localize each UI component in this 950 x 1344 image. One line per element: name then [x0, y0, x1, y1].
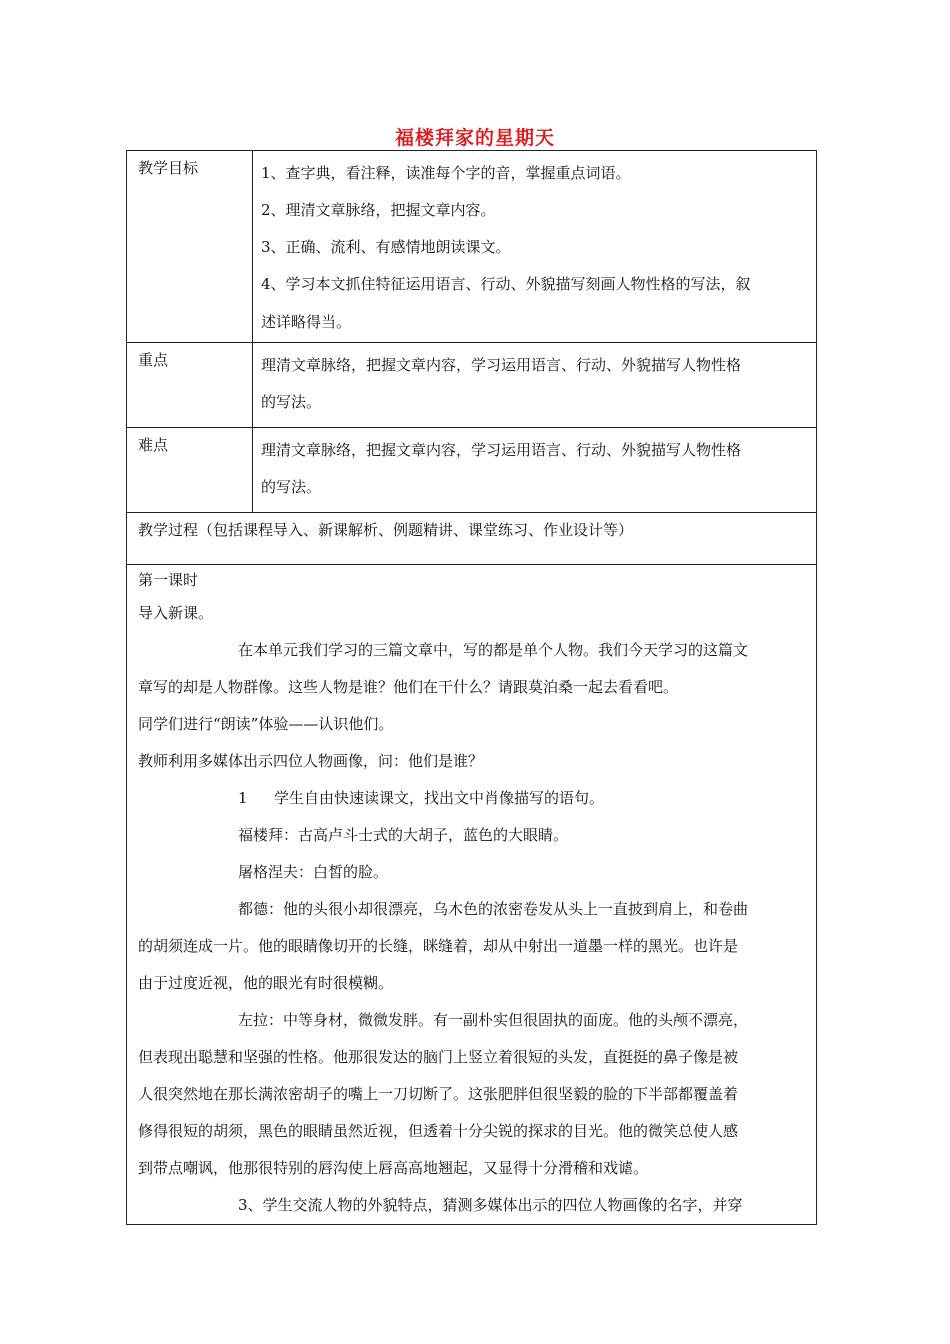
goal-item: 述详略得当。: [261, 313, 352, 331]
lesson-plan-table: [126, 150, 817, 1225]
portrait-zola-line: 到带点嘲讽，他那很特别的唇沟使上唇高高地翘起，又显得十分滑稽和戏谑。: [138, 1159, 649, 1177]
goal-item: 2、理清文章脉络，把握文章内容。: [261, 201, 496, 219]
portrait-daudet-line: 的胡须连成一片。他的眼睛像切开的长缝，眯缝着，却从中射出一道墨一样的黑光。也许是: [138, 937, 739, 955]
key-point-content: [253, 343, 817, 428]
portrait-turgenev: 屠格涅夫：白皙的脸。: [238, 863, 389, 881]
intro-paragraph-line: 在本单元我们学习的三篇文章中，写的都是单个人物。我们今天学习的这篇文: [238, 641, 749, 659]
key-point-row: [127, 343, 817, 428]
step-one-number: 1: [238, 789, 248, 807]
portrait-zola-line: 左拉：中等身材，微微发胖。有一副朴实但很固执的面庞。他的头颅不漂亮，: [238, 1011, 749, 1029]
portrait-flaubert: 福楼拜：古高卢斗士式的大胡子，蓝色的大眼睛。: [238, 826, 569, 844]
difficulty-row: [127, 428, 817, 513]
process-label: 教学过程（包括课程导入、新课解析、例题精讲、课堂练习、作业设计等）: [127, 513, 817, 565]
portrait-zola-line: 但表现出聪慧和坚强的性格。他那很发达的脑门上竖立着很短的头发，直挺挺的鼻子像是被: [138, 1048, 739, 1066]
step-one: [138, 780, 810, 817]
goals-content: [253, 151, 817, 343]
step-one-text: 学生自由快速读课文，找出文中肖像描写的语句。: [274, 789, 605, 807]
portrait-daudet-line: 都德：他的头很小却很漂亮，乌木色的浓密卷发从头上一直披到肩上，和卷曲: [238, 900, 749, 918]
document-title: 福楼拜家的星期天: [394, 127, 555, 149]
difficulty-line: 的写法。: [261, 478, 322, 496]
lesson-period: 第一课时: [138, 571, 199, 589]
difficulty-line: 理清文章脉络，把握文章内容，学习运用语言、行动、外貌描写人物性格: [261, 441, 742, 459]
process-row: [127, 513, 817, 565]
portrait-zola-line: 人很突然地在那长满浓密胡子的嘴上一刀切断了。这张肥胖但很坚毅的脸的下半部都覆盖着: [138, 1085, 739, 1103]
goal-item: 4、学习本文抓住特征运用语言、行动、外貌描写刻画人物性格的写法，叙: [261, 275, 751, 293]
portrait-daudet-line: 由于过度近视，他的眼光有时很模糊。: [138, 974, 394, 992]
key-point-line: 的写法。: [261, 393, 322, 411]
key-point-label: 重点: [127, 343, 253, 428]
goal-item: 3、正确、流利、有感情地朗读课文。: [261, 238, 511, 256]
difficulty-content: [253, 428, 817, 513]
portrait-zola-line: 修得很短的胡须，黑色的眼睛虽然近视，但透着十分尖锐的探求的目光。他的微笑总使人感: [138, 1122, 739, 1140]
media-question: 教师利用多媒体出示四位人物画像，问：他们是谁？: [138, 752, 484, 770]
difficulty-label: 难点: [127, 428, 253, 513]
lesson-row: [127, 565, 817, 1225]
intro-paragraph-line: 章写的却是人物群像。这些人物是谁？他们在干什么？请跟莫泊桑一起去看看吧。: [138, 678, 679, 696]
lesson-content: [127, 565, 817, 1225]
goal-item: 1、查字典，看注释，读准每个字的音，掌握重点词语。: [261, 164, 631, 182]
reading-activity: 同学们进行“朗读”体验——认识他们。: [138, 715, 394, 733]
goals-label: 教学目标: [127, 151, 253, 343]
step-three: 3、学生交流人物的外貌特点，猜测多媒体出示的四位人物画像的名字，并穿: [238, 1196, 743, 1214]
goals-row: [127, 151, 817, 343]
intro-heading: 导入新课。: [138, 604, 214, 622]
key-point-line: 理清文章脉络，把握文章内容，学习运用语言、行动、外貌描写人物性格: [261, 356, 742, 374]
